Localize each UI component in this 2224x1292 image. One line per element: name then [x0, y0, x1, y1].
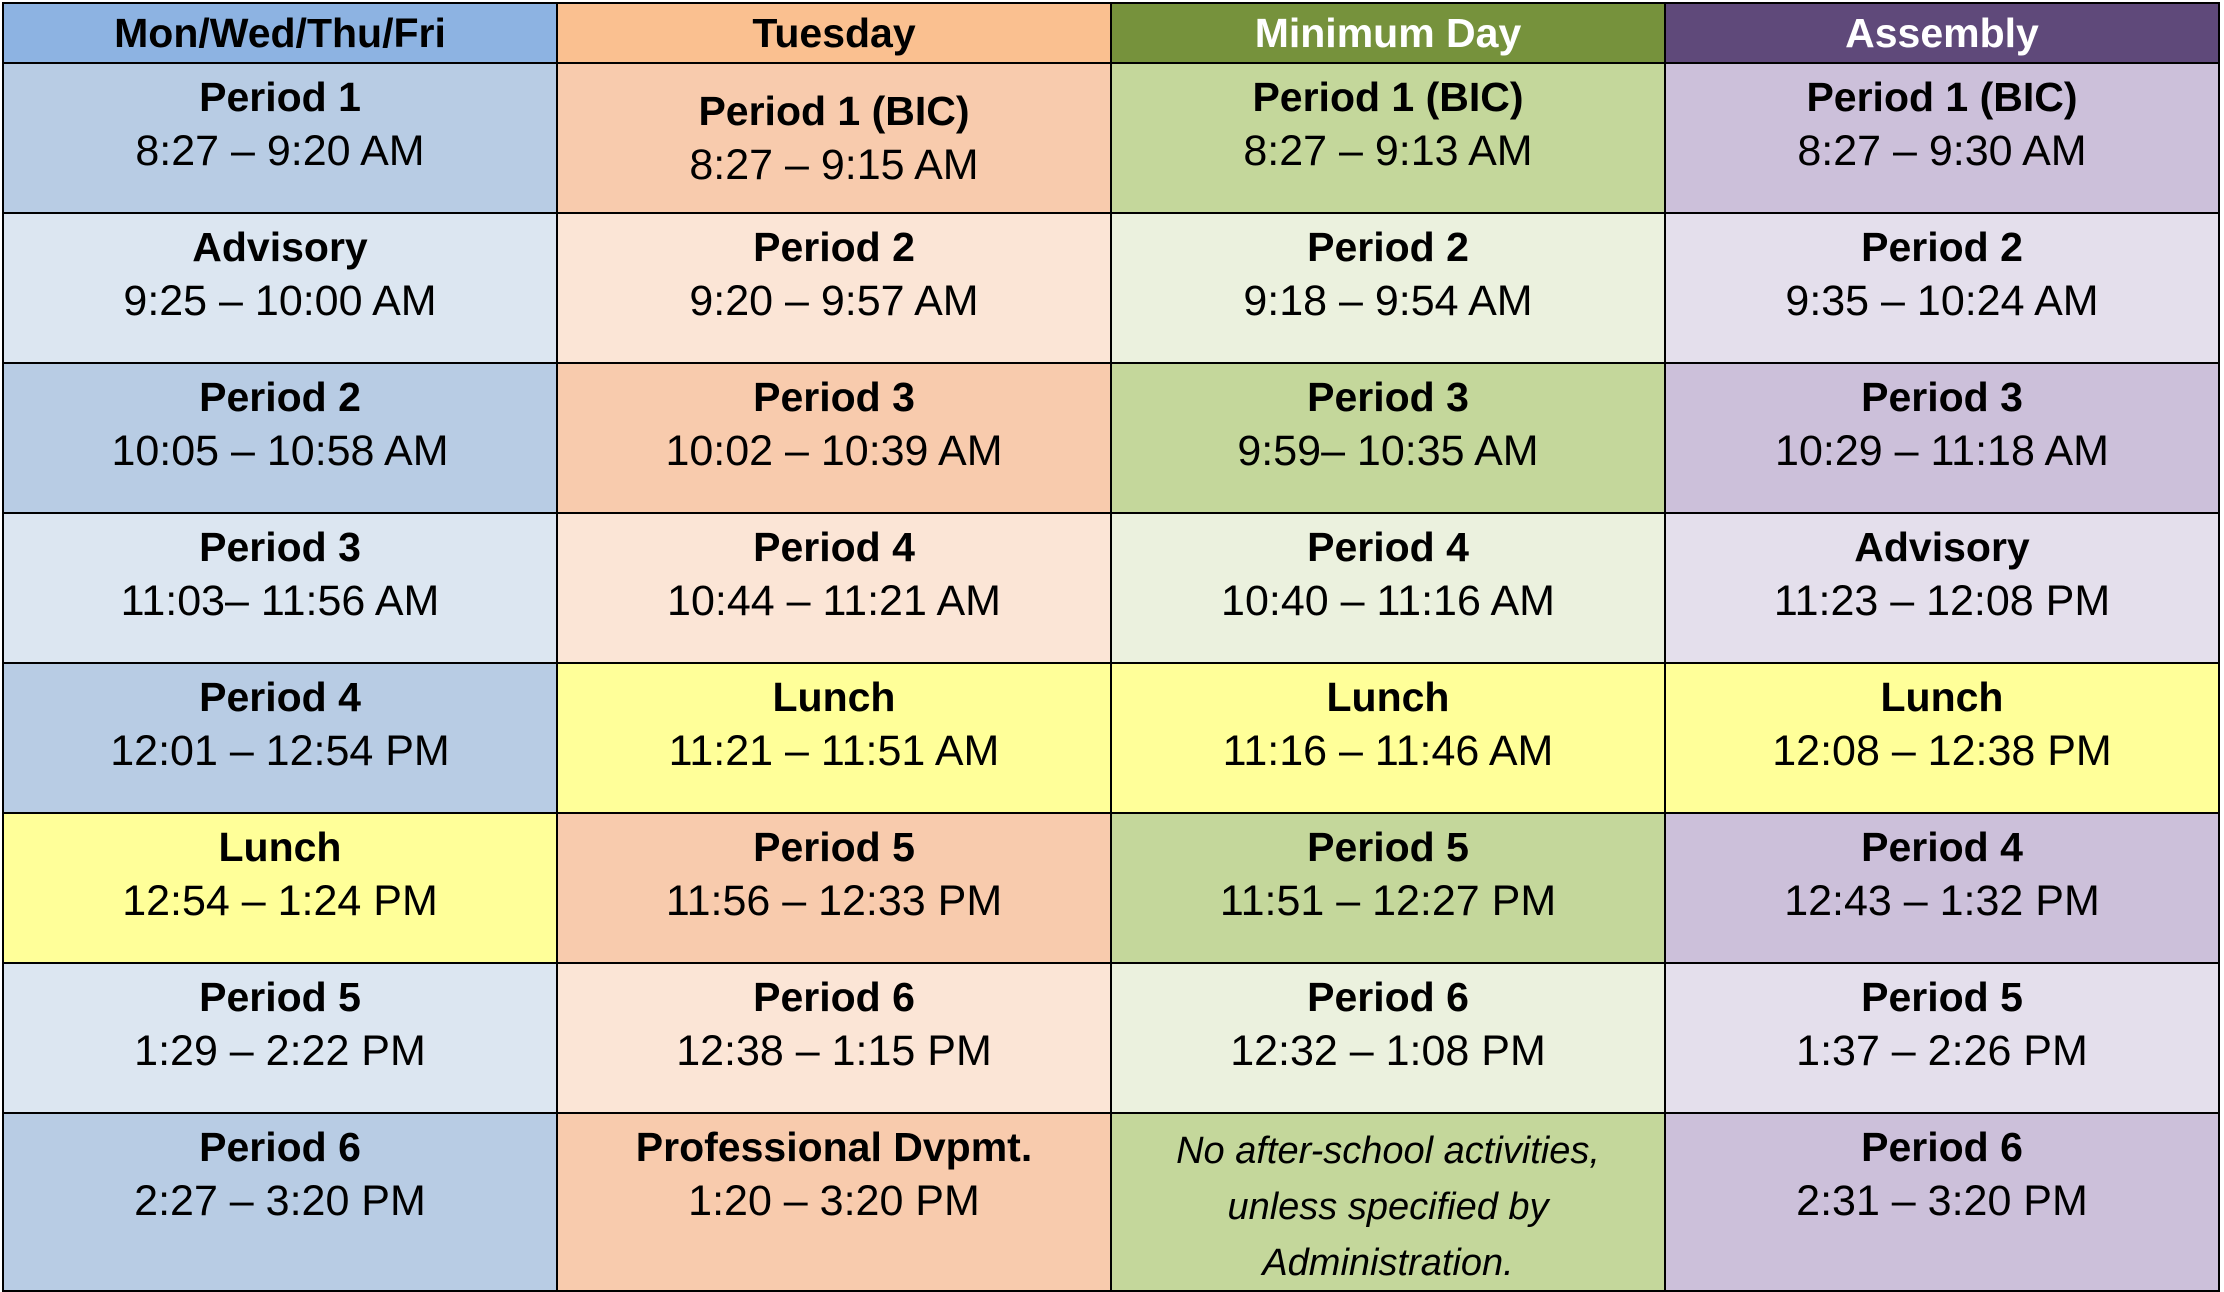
period-time: 10:44 – 11:21 AM: [667, 577, 1001, 625]
period-time: 11:51 – 12:27 PM: [1219, 877, 1557, 925]
period-time: 11:21 – 11:51 AM: [668, 727, 1000, 775]
schedule-cell: [557, 1113, 1111, 1291]
period-name: Period 4: [1861, 824, 2023, 870]
period-time: 9:59– 10:35 AM: [1237, 427, 1539, 475]
period-name: Professional Dvpmt.: [635, 1124, 1033, 1170]
period-name: Period 3: [753, 374, 915, 420]
schedule-row: [3, 1113, 2219, 1291]
cell-content: [1666, 214, 2218, 330]
period-time: 9:35 – 10:24 AM: [1785, 277, 2099, 325]
cell-content: [558, 1114, 1110, 1230]
period-time: 1:20 – 3:20 PM: [688, 1177, 980, 1225]
column-header-mon-wed-thu-fri: Mon/Wed/Thu/Fri: [3, 3, 557, 63]
period-time: 9:25 – 10:00 AM: [123, 277, 437, 325]
period-time: 12:01 – 12:54 PM: [110, 727, 450, 775]
schedule-row: [3, 213, 2219, 363]
period-name: Period 2: [753, 224, 915, 270]
note-line: No after-school activities,: [1176, 1130, 1600, 1172]
period-time: 8:27 – 9:20 AM: [135, 127, 425, 175]
schedule-cell: [3, 663, 557, 813]
schedule-cell: [557, 513, 1111, 663]
cell-content: [1666, 964, 2218, 1080]
period-name: Period 2: [199, 374, 361, 420]
schedule-cell: [1665, 513, 2219, 663]
period-name: Period 1 (BIC): [1252, 74, 1524, 120]
period-time: 10:05 – 10:58 AM: [111, 427, 449, 475]
cell-content: [558, 364, 1110, 480]
period-name: Period 3: [1307, 374, 1469, 420]
schedule-cell: [1665, 363, 2219, 513]
period-name: Advisory: [1854, 524, 2030, 570]
cell-content: [4, 964, 556, 1080]
period-time: 10:29 – 11:18 AM: [1775, 427, 2109, 475]
period-time: 2:27 – 3:20 PM: [134, 1177, 426, 1225]
cell-content: [1666, 1114, 2218, 1230]
note-line: Administration.: [1262, 1242, 1514, 1284]
period-time: 8:27 – 9:30 AM: [1797, 127, 2087, 175]
period-time: 10:40 – 11:16 AM: [1221, 577, 1555, 625]
schedule-cell: [1111, 813, 1665, 963]
period-name: Lunch: [772, 674, 896, 720]
cell-content: [4, 1114, 556, 1230]
cell-content: [1666, 664, 2218, 780]
period-name: Period 4: [199, 674, 361, 720]
schedule-cell: [3, 363, 557, 513]
period-name: Lunch: [1880, 674, 2004, 720]
period-name: Period 6: [1861, 1124, 2023, 1170]
cell-content: [1112, 364, 1664, 480]
cell-content: [4, 514, 556, 630]
schedule-cell: [3, 813, 557, 963]
schedule-cell: [1665, 1113, 2219, 1291]
column-header-minimum-day: Minimum Day: [1111, 3, 1665, 63]
period-name: Period 4: [753, 524, 915, 570]
cell-content: [1112, 814, 1664, 930]
period-name: Period 1 (BIC): [1806, 74, 2078, 120]
period-name: Period 6: [199, 1124, 361, 1170]
schedule-cell: [1665, 213, 2219, 363]
cell-content: [558, 814, 1110, 930]
cell-content: [1666, 514, 2218, 630]
period-time: 9:18 – 9:54 AM: [1243, 277, 1533, 325]
column-header-assembly: Assembly: [1665, 3, 2219, 63]
period-name: Period 6: [1307, 974, 1469, 1020]
schedule-cell: [1665, 63, 2219, 213]
schedule-cell: [1665, 963, 2219, 1113]
schedule-cell: [3, 963, 557, 1113]
period-name: Period 4: [1307, 524, 1469, 570]
schedule-row: [3, 963, 2219, 1113]
cell-content: [1666, 364, 2218, 480]
cell-content: [558, 214, 1110, 330]
period-time: 11:03– 11:56 AM: [120, 577, 440, 625]
period-name: Lunch: [1326, 674, 1450, 720]
schedule-cell: [1111, 1113, 1665, 1291]
cell-content: [1112, 964, 1664, 1080]
schedule-cell: [1111, 963, 1665, 1113]
schedule-row: [3, 513, 2219, 663]
period-time: 8:27 – 9:15 AM: [689, 141, 979, 189]
period-time: 12:43 – 1:32 PM: [1784, 877, 2100, 925]
period-name: Period 1: [199, 74, 361, 120]
cell-content: [558, 514, 1110, 630]
schedule-cell: [1665, 813, 2219, 963]
period-time: 12:54 – 1:24 PM: [122, 877, 438, 925]
schedule-row: [3, 363, 2219, 513]
cell-content: [1112, 664, 1664, 780]
note-line: unless specified by: [1227, 1186, 1549, 1228]
period-name: Period 3: [1861, 374, 2023, 420]
schedule-body: [3, 63, 2219, 1291]
period-name: Period 5: [1307, 824, 1469, 870]
schedule-cell: [1665, 663, 2219, 813]
cell-content: [1112, 1114, 1664, 1290]
cell-content: [1112, 514, 1664, 630]
period-name: Advisory: [192, 224, 368, 270]
cell-content: [4, 64, 556, 180]
schedule-cell: [3, 513, 557, 663]
schedule-cell: [1111, 213, 1665, 363]
schedule-row: [3, 663, 2219, 813]
schedule-cell: [1111, 363, 1665, 513]
period-name: Period 2: [1307, 224, 1469, 270]
cell-content: [4, 364, 556, 480]
schedule-cell: [557, 813, 1111, 963]
period-name: Period 2: [1861, 224, 2023, 270]
period-name: Period 5: [753, 824, 915, 870]
period-time: 9:20 – 9:57 AM: [689, 277, 979, 325]
schedule-cell: [557, 663, 1111, 813]
period-time: 1:37 – 2:26 PM: [1796, 1027, 2088, 1075]
schedule-cell: [3, 63, 557, 213]
cell-content: [1112, 214, 1664, 330]
period-name: Period 5: [1861, 974, 2023, 1020]
period-time: 8:27 – 9:13 AM: [1243, 127, 1533, 175]
schedule-cell: [557, 63, 1111, 213]
cell-content: [4, 214, 556, 330]
period-name: Period 1 (BIC): [698, 88, 970, 134]
cell-content: [4, 664, 556, 780]
cell-content: [558, 64, 1110, 194]
schedule-cell: [3, 213, 557, 363]
cell-content: [1666, 814, 2218, 930]
period-time: 11:23 – 12:08 PM: [1773, 577, 2111, 625]
period-name: Period 6: [753, 974, 915, 1020]
period-time: 10:02 – 10:39 AM: [665, 427, 1003, 475]
cell-content: [4, 814, 556, 930]
period-time: 1:29 – 2:22 PM: [134, 1027, 426, 1075]
schedule-cell: [1111, 63, 1665, 213]
period-name: Lunch: [218, 824, 342, 870]
cell-content: [558, 964, 1110, 1080]
schedule-cell: [557, 213, 1111, 363]
schedule-cell: [557, 363, 1111, 513]
period-name: Period 3: [199, 524, 361, 570]
period-name: Period 5: [199, 974, 361, 1020]
period-time: 2:31 – 3:20 PM: [1796, 1177, 2088, 1225]
header-row: [3, 3, 2219, 63]
schedule-cell: [557, 963, 1111, 1113]
column-header-tuesday: Tuesday: [557, 3, 1111, 63]
schedule-row: [3, 63, 2219, 213]
schedule-cell: [3, 1113, 557, 1291]
schedule-cell: [1111, 513, 1665, 663]
cell-content: [1112, 64, 1664, 180]
period-time: 11:56 – 12:33 PM: [665, 877, 1003, 925]
period-time: 11:16 – 11:46 AM: [1222, 727, 1554, 775]
schedule-row: [3, 813, 2219, 963]
schedule-cell: [1111, 663, 1665, 813]
cell-content: [558, 664, 1110, 780]
bell-schedule-table: [2, 2, 2220, 1292]
period-time: 12:08 – 12:38 PM: [1772, 727, 2112, 775]
cell-content: [1666, 64, 2218, 180]
period-time: 12:38 – 1:15 PM: [676, 1027, 992, 1075]
period-time: 12:32 – 1:08 PM: [1230, 1027, 1546, 1075]
